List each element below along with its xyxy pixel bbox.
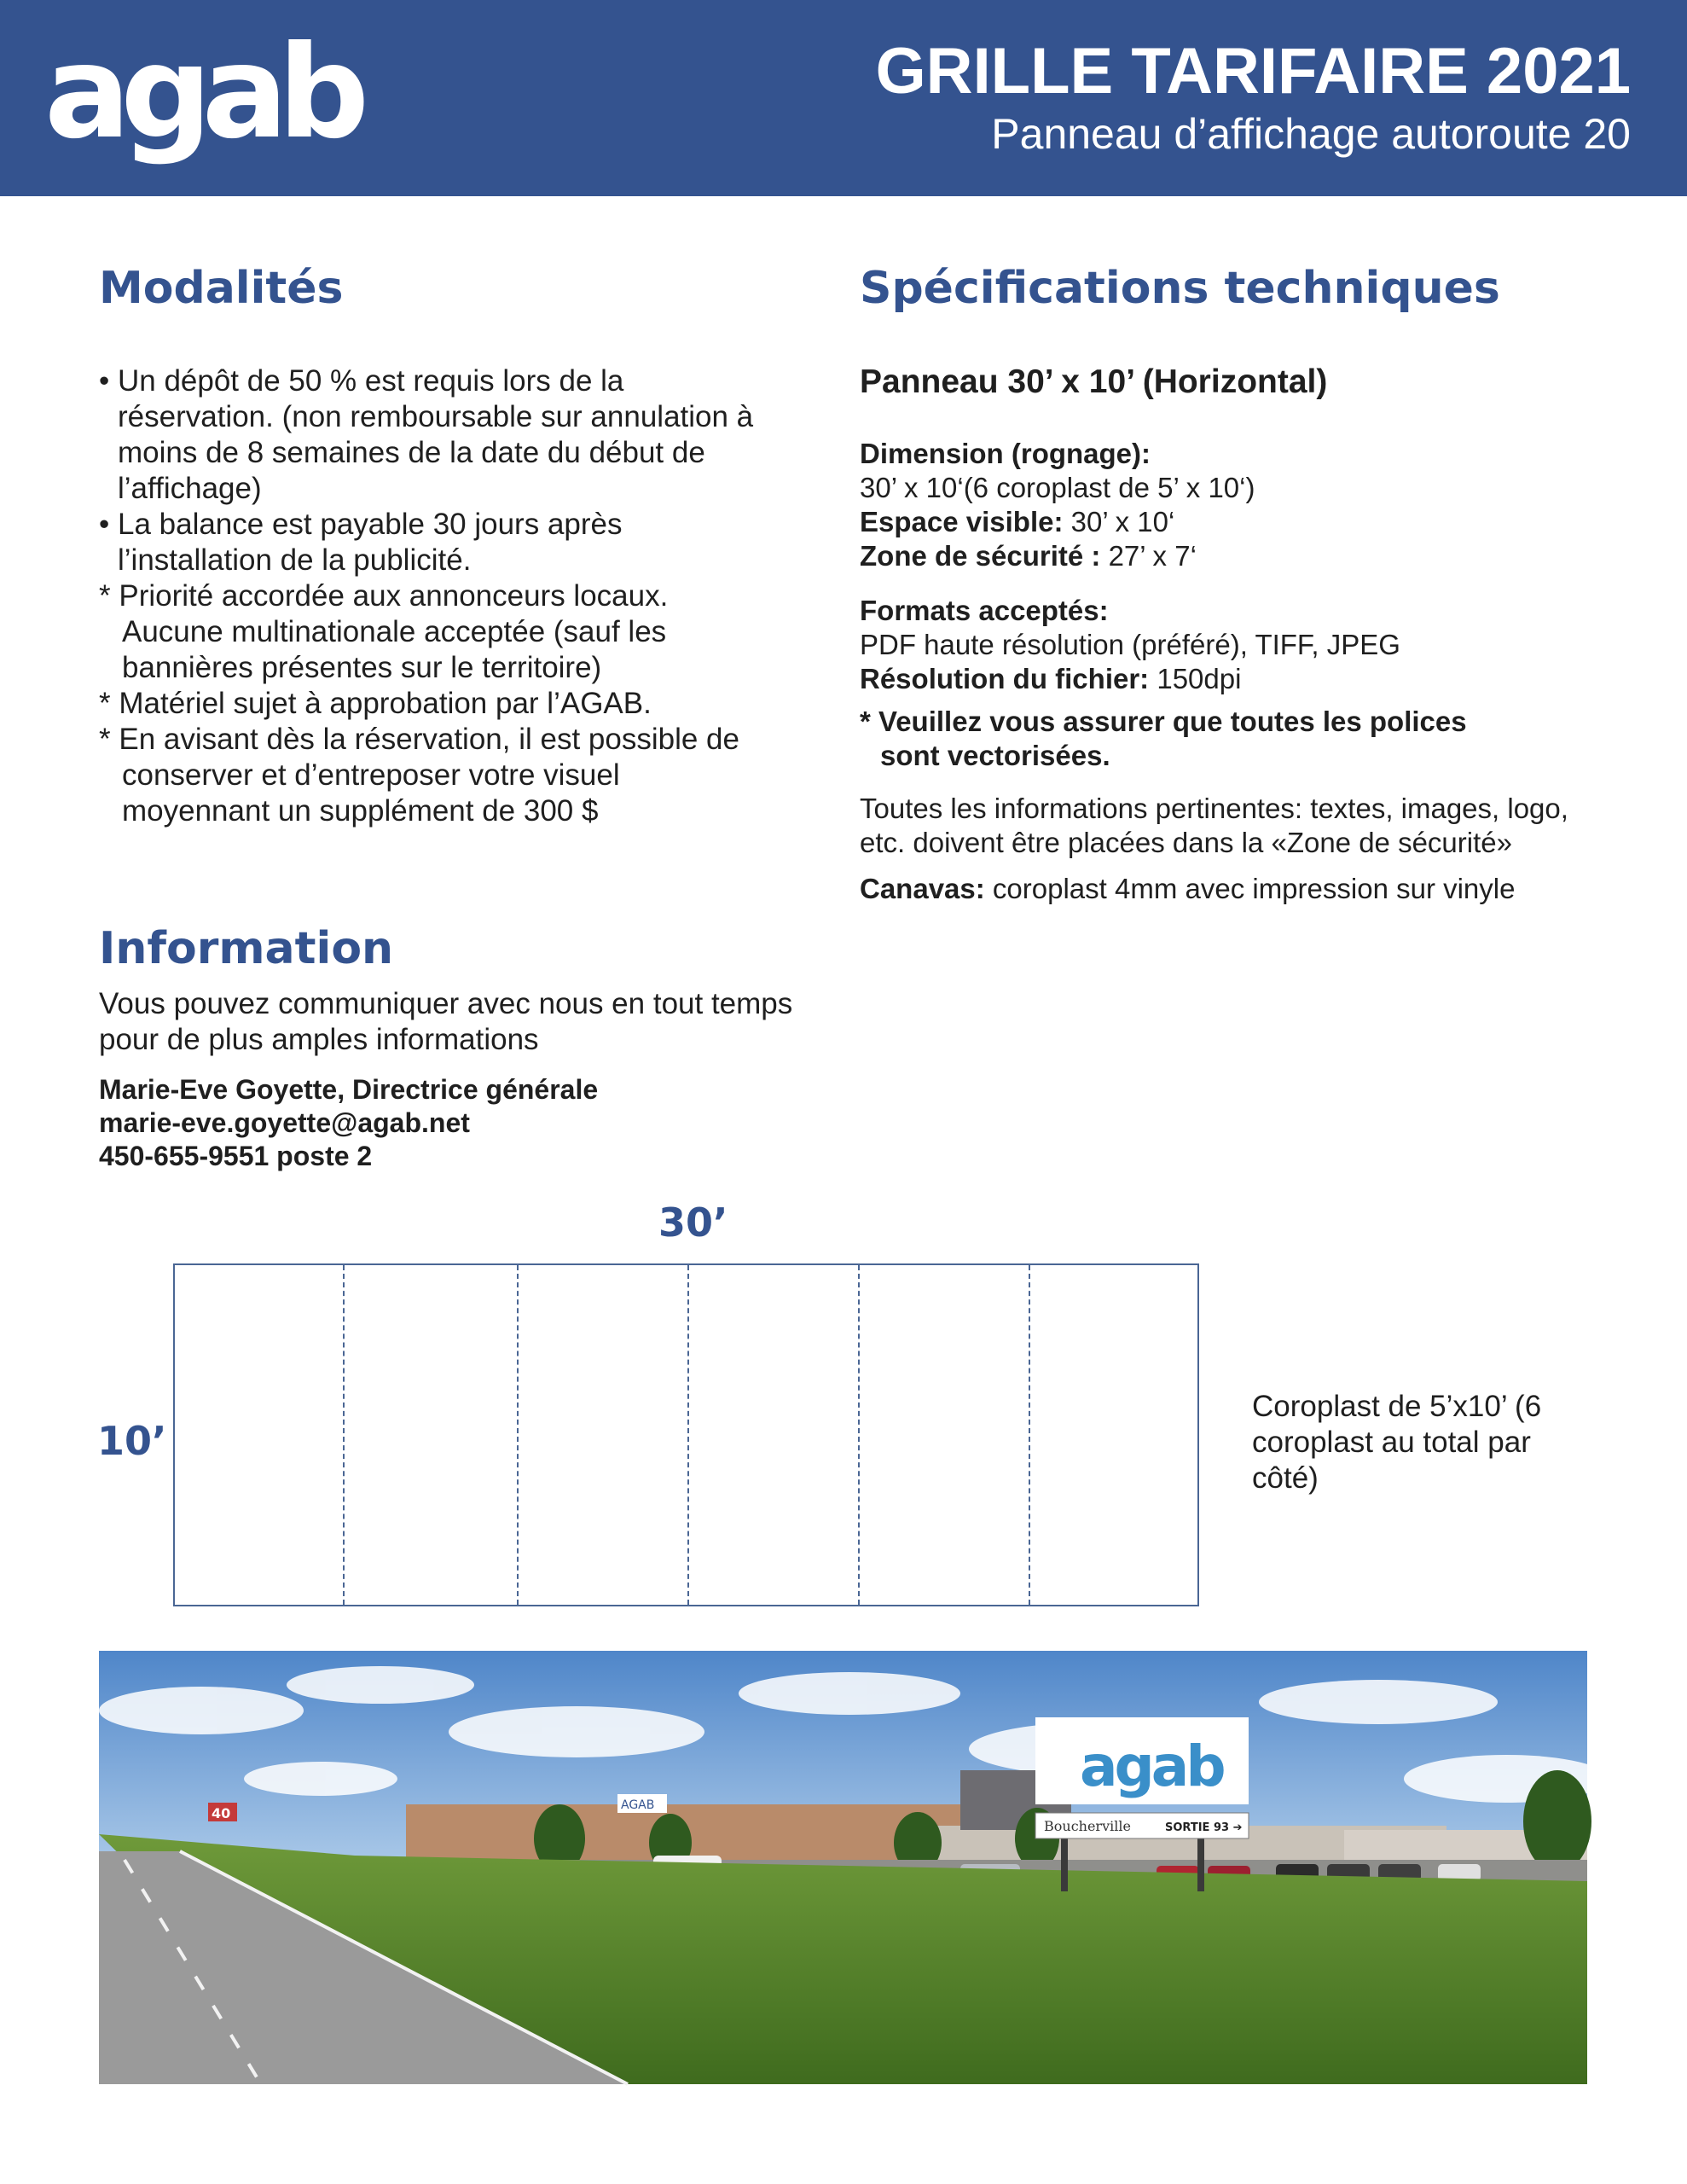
resolution-label: Résolution du fichier: — [860, 663, 1150, 694]
coroplast-divider — [343, 1265, 345, 1605]
modalites-bullet: • La balance est payable 30 jours après l’installation de la publicité. — [99, 508, 623, 577]
formats-value: PDF haute résolution (préféré), TIFF, JPEG — [860, 629, 1400, 660]
coroplast-note: Coroplast de 5’x10’ (6 coroplast au total par côté) — [1252, 1390, 1542, 1495]
visible-value: 30’ x 10‘ — [1063, 506, 1175, 537]
coroplast-divider — [517, 1265, 519, 1605]
coroplast-divider — [1029, 1265, 1030, 1605]
safety-value: 27’ x 7‘ — [1100, 540, 1197, 572]
billboard-logo: agab — [1080, 1734, 1223, 1799]
modalites-list — [99, 363, 756, 829]
modalites-bullet: • Un dépôt de 50 % est requis lors de la réservation. (non remboursable sur annulation à moins de 8 semaines de la date du début de l’affichage) — [99, 364, 754, 505]
route-sign-number: 40 — [212, 1805, 231, 1821]
diagram-width-label: 30’ — [658, 1199, 728, 1246]
exit-sign-number: SORTIE 93 ➔ — [1165, 1821, 1243, 1834]
resolution-value: 150dpi — [1149, 663, 1242, 694]
billboard-panel-diagram — [173, 1263, 1199, 1606]
billboard-photo — [99, 1651, 1587, 2084]
information-block — [99, 986, 807, 1173]
specs-heading: Spécifications techniques — [860, 263, 1500, 314]
store-sign-label: AGAB — [621, 1798, 655, 1812]
contact-name: Marie-Eve Goyette, Directrice générale — [99, 1074, 599, 1105]
agab-logo — [44, 17, 360, 179]
billboard-pole — [1061, 1832, 1068, 1891]
page-subtitle: Panneau d’affichage autoroute 20 — [991, 110, 1631, 158]
diagram-height-label: 10’ — [97, 1418, 167, 1464]
billboard-photo-scene — [99, 1651, 1587, 2084]
modalites-note: * Matériel sujet à approbation par l’AGAB. — [99, 687, 652, 720]
coroplast-divider — [687, 1265, 689, 1605]
panel-title: Panneau 30’ x 10’ (Horizontal) — [860, 363, 1328, 400]
information-heading: Information — [99, 923, 394, 974]
canvas-label: Canavas: — [860, 873, 985, 904]
billboard-pole — [1197, 1832, 1204, 1891]
visible-label: Espace visible: — [860, 506, 1064, 537]
canvas-value: coroplast 4mm avec impression sur vinyle — [984, 873, 1516, 904]
header-banner — [0, 0, 1687, 196]
contact-phone: 450-655-9551 poste 2 — [99, 1141, 373, 1171]
specs-block — [860, 362, 1627, 906]
agab-logo-mark — [44, 17, 360, 179]
formats-label: Formats acceptés: — [860, 595, 1109, 626]
contact-email[interactable]: marie-eve.goyette@agab.net — [99, 1107, 470, 1138]
modalites-note: * Priorité accordée aux annonceurs locaux. Aucune multinationale acceptée (sauf les bannières présentes sur le territoire) — [99, 579, 669, 684]
page-title: GRILLE TARIFAIRE 2021 — [875, 35, 1631, 107]
safety-label: Zone de sécurité : — [860, 540, 1101, 572]
svg-text:agab: agab — [44, 19, 360, 167]
information-text: Vous pouvez communiquer avec nous en tout temps pour de plus amples informations — [99, 987, 793, 1056]
coroplast-divider — [858, 1265, 860, 1605]
exit-sign-city: Boucherville — [1044, 1818, 1131, 1834]
dimension-value: 30’ x 10‘(6 coroplast de 5’ x 10‘) — [860, 472, 1255, 503]
safety-info: Toutes les informations pertinentes: textes, images, logo, etc. doivent être placées dans la «Zone de sécurité» — [860, 793, 1568, 858]
dimension-label: Dimension (rognage): — [860, 438, 1151, 469]
vector-warning: * Veuillez vous assurer que toutes les polices sont vectorisées. — [860, 706, 1467, 771]
modalites-note: * En avisant dès la réservation, il est possible de conserver et d’entreposer votre visuel moyennant un supplément de 300 $ — [99, 723, 739, 828]
modalites-heading: Modalités — [99, 263, 344, 314]
